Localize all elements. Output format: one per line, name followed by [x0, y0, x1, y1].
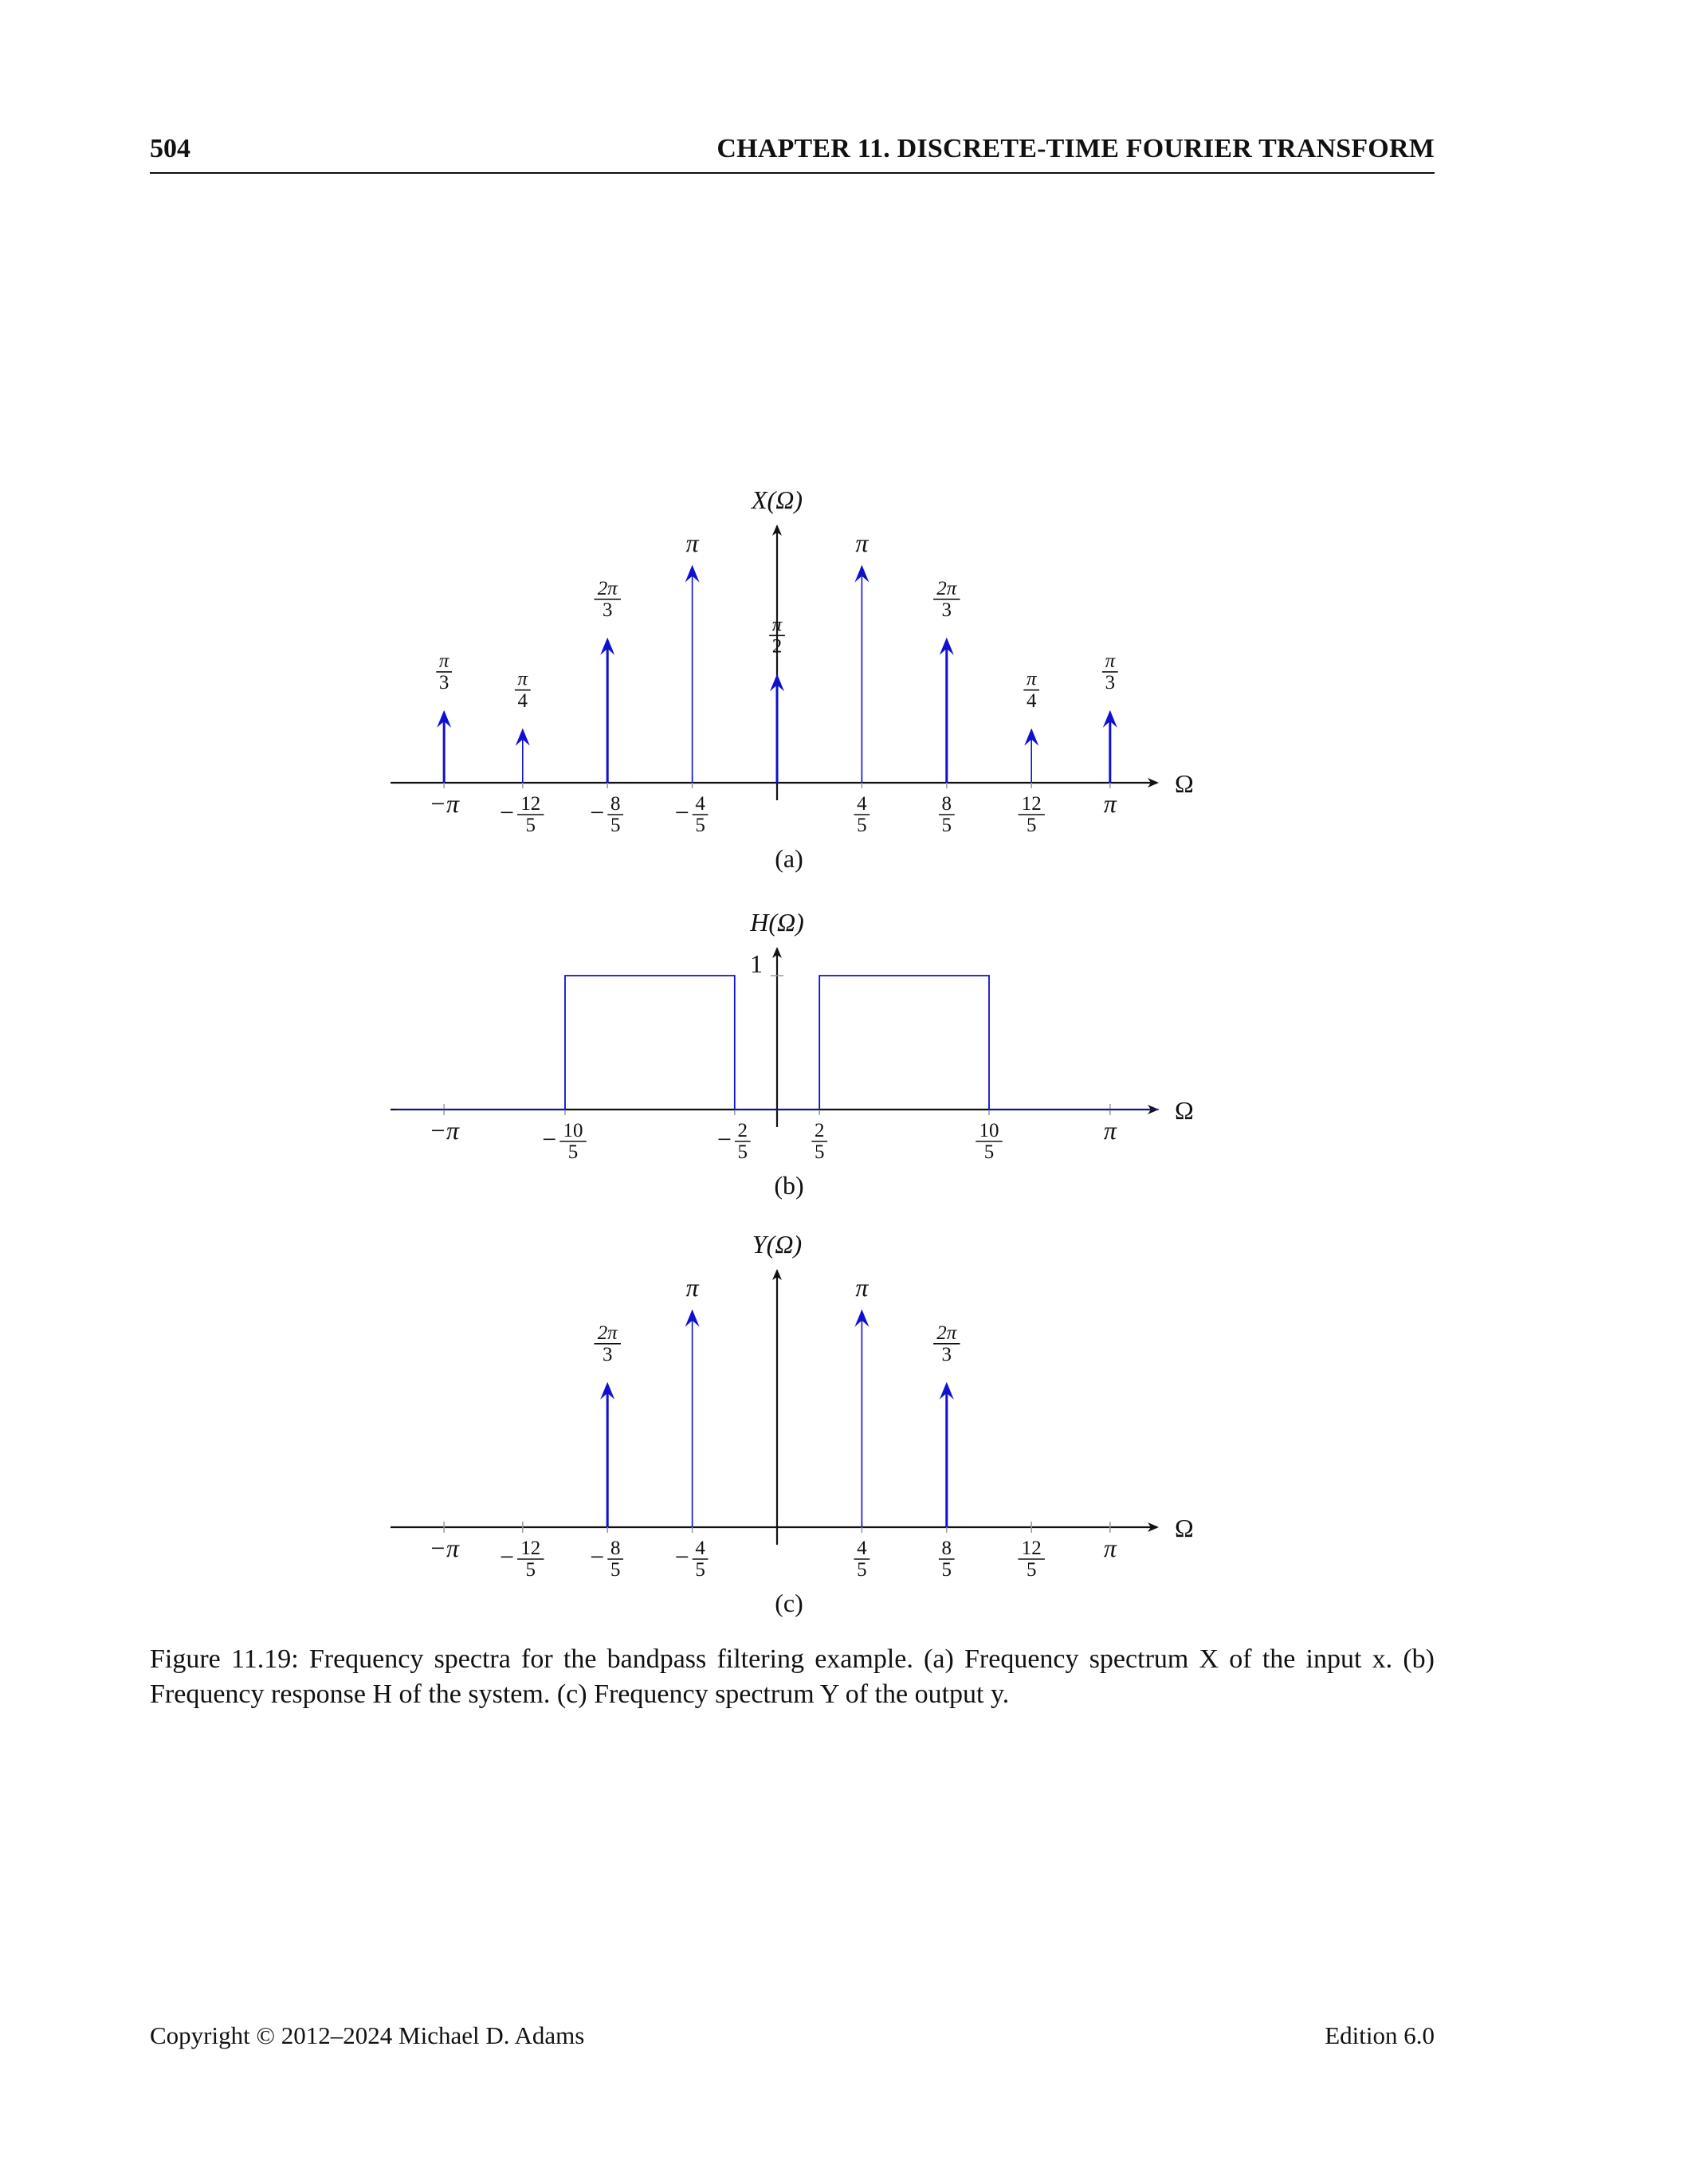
impulse-weight-label-p0-4-denominator: 2 [771, 635, 783, 658]
x-tick-label-p1-5-text: π [1103, 1116, 1117, 1145]
x-tick-label-p2-1 [500, 1538, 544, 1581]
impulse-weight-label-p2-0 [594, 1322, 620, 1365]
x-tick-label-p0-3-denominator: 5 [695, 815, 705, 837]
impulse-weight-label-p2-3-numerator: 2π [936, 1322, 957, 1344]
impulse-weight-label-p0-4 [769, 614, 785, 657]
x-tick-label-p1-1-minus: − [542, 1125, 557, 1153]
impulse-weight-label-p0-7-numerator: π [1026, 668, 1037, 690]
impulse-weight-label-p0-2-denominator: 3 [602, 599, 613, 622]
impulse-weight-label-p2-3 [933, 1322, 960, 1365]
x-tick-label-p0-1-numerator: 12 [520, 793, 541, 815]
x-tick-label-p1-0-text: −π [429, 1116, 459, 1145]
x-tick-label-p0-6-denominator: 5 [1026, 815, 1037, 837]
impulse-weight-label-p2-2-text: π [855, 1272, 869, 1302]
x-tick-label-p2-0-text: −π [429, 1534, 459, 1563]
x-axis-symbol-p2: Ω [1175, 1514, 1194, 1542]
impulse-weight-label-p0-6 [933, 578, 960, 621]
page-number: 504 [150, 134, 190, 163]
impulse-weight-label-p0-8-denominator: 3 [1105, 672, 1116, 694]
chapter-title: CHAPTER 11. DISCRETE-TIME FOURIER TRANSFORM [716, 134, 1435, 163]
x-tick-label-p2-3-denominator: 5 [695, 1559, 705, 1581]
x-tick-label-p0-2-minus: − [590, 798, 605, 827]
impulse-weight-label-p0-3 [686, 528, 700, 557]
impulse-weight-label-p0-6-numerator: 2π [936, 577, 957, 599]
x-tick-label-p0-7 [1104, 789, 1117, 818]
x-tick-label-p0-5-denominator: 5 [941, 815, 952, 837]
x-axis-symbol-p1: Ω [1175, 1096, 1194, 1125]
x-tick-label-p1-2-minus: − [716, 1125, 732, 1153]
y-axis-label-p2: Y(Ω) [752, 1230, 803, 1259]
impulse-weight-label-p2-0-denominator: 3 [602, 1344, 613, 1366]
x-tick-label-p0-2 [590, 793, 623, 836]
impulse-weight-label-p0-7-denominator: 4 [1026, 689, 1037, 712]
impulse-weight-label-p0-5-text: π [855, 528, 869, 557]
x-tick-label-p0-3-numerator: 4 [695, 793, 705, 815]
x-tick-label-p1-2-numerator: 2 [737, 1120, 748, 1141]
impulse-weight-label-p0-5 [855, 528, 869, 557]
impulse-weight-label-p0-0 [436, 650, 452, 693]
x-tick-label-p0-3 [675, 793, 709, 836]
x-tick-label-p2-3-minus: − [674, 1542, 689, 1571]
panel-label-p0: (a) [775, 844, 803, 873]
x-tick-label-p0-4-numerator: 4 [857, 793, 867, 815]
impulse-weight-label-p0-7 [1023, 669, 1039, 712]
x-axis-symbol-p0: Ω [1175, 769, 1194, 798]
x-tick-label-p1-3-numerator: 2 [814, 1120, 825, 1141]
impulse-weight-label-p0-0-numerator: π [438, 650, 449, 672]
x-tick-label-p0-1-minus: − [500, 798, 515, 827]
x-tick-label-p0-5 [939, 793, 955, 836]
x-tick-label-p1-3-denominator: 5 [814, 1141, 825, 1164]
x-tick-label-p1-4 [976, 1120, 1002, 1163]
impulse-weight-label-p0-2-numerator: 2π [597, 577, 618, 599]
x-tick-label-p0-0-text: −π [429, 789, 459, 819]
x-tick-label-p2-3-numerator: 4 [695, 1538, 705, 1559]
impulse-weight-label-p0-0-denominator: 3 [438, 672, 449, 694]
x-tick-label-p0-3-minus: − [674, 798, 689, 827]
x-tick-label-p0-2-denominator: 5 [610, 815, 621, 837]
impulse-weight-label-p0-1-numerator: π [517, 668, 528, 690]
x-tick-label-p0-2-numerator: 8 [610, 793, 621, 815]
x-tick-label-p2-4-denominator: 5 [857, 1559, 867, 1581]
x-tick-label-p1-4-denominator: 5 [983, 1141, 995, 1164]
impulse-weight-label-p0-2 [594, 578, 620, 621]
panel-c-spectrum-Y [391, 1230, 1194, 1617]
x-tick-label-p2-2-minus: − [590, 1542, 605, 1571]
impulse-weight-label-p2-3-denominator: 3 [941, 1344, 952, 1366]
impulse-weight-label-p0-8-numerator: π [1105, 650, 1116, 672]
x-tick-label-p0-6 [1018, 793, 1044, 836]
x-tick-label-p2-4-numerator: 4 [857, 1538, 867, 1559]
x-tick-label-p2-1-minus: − [500, 1542, 515, 1571]
x-tick-label-p1-1-denominator: 5 [567, 1141, 579, 1164]
panel-label-p2: (c) [775, 1589, 803, 1617]
x-tick-label-p2-5-numerator: 8 [941, 1538, 952, 1559]
impulse-weight-label-p2-0-numerator: 2π [597, 1322, 618, 1344]
y-axis-label-p1: H(Ω) [750, 908, 804, 937]
copyright-notice: Copyright © 2012–2024 Michael D. Adams [150, 2021, 585, 2049]
impulse-weight-label-p0-8 [1102, 650, 1118, 693]
x-tick-label-p1-1 [542, 1120, 587, 1163]
x-tick-label-p0-5-numerator: 8 [941, 793, 952, 815]
impulse-weight-label-p0-1-denominator: 4 [517, 689, 528, 712]
x-tick-label-p2-1-denominator: 5 [525, 1559, 536, 1581]
x-tick-label-p2-2 [590, 1538, 623, 1581]
x-tick-label-p0-0 [429, 789, 460, 818]
x-tick-label-p2-7-text: π [1103, 1534, 1117, 1563]
x-tick-label-p1-0 [429, 1116, 460, 1145]
x-tick-label-p2-6-numerator: 12 [1021, 1538, 1042, 1559]
x-tick-label-p1-4-numerator: 10 [979, 1120, 999, 1141]
figure-caption: Figure 11.19: Frequency spectra for the bandpass filtering example. (a) Frequency spectrum X of the input x. (b) Frequency response H of the system. (c) Frequency spectrum Y of the output y. [150, 1644, 1435, 1709]
impulse-weight-label-p2-1-text: π [685, 1272, 699, 1302]
x-tick-label-p0-7-text: π [1103, 789, 1117, 819]
impulse-weight-label-p0-1 [515, 669, 531, 712]
impulse-weight-label-p2-1 [686, 1273, 700, 1302]
impulse-weight-label-p0-3-text: π [685, 528, 699, 557]
x-tick-label-p2-1-numerator: 12 [520, 1538, 541, 1559]
x-tick-label-p0-6-numerator: 12 [1021, 793, 1042, 815]
x-tick-label-p2-2-numerator: 8 [610, 1538, 621, 1559]
x-tick-label-p1-2-denominator: 5 [737, 1141, 748, 1164]
x-tick-label-p2-7 [1104, 1534, 1117, 1562]
x-tick-label-p2-2-denominator: 5 [610, 1559, 621, 1581]
x-tick-label-p1-2 [717, 1120, 751, 1163]
panel-label-p1: (b) [774, 1171, 804, 1200]
panel-a-spectrum-X [391, 485, 1194, 873]
edition-label: Edition 6.0 [1325, 2021, 1435, 2049]
impulse-weight-label-p2-2 [855, 1273, 869, 1302]
x-tick-label-p2-3 [675, 1538, 709, 1581]
y-tick-label-p1: 1 [750, 949, 763, 978]
x-tick-label-p2-6-denominator: 5 [1026, 1559, 1037, 1581]
x-tick-label-p2-4 [854, 1538, 870, 1581]
panel-b-frequency-response-H [391, 908, 1194, 1200]
x-tick-label-p1-5 [1104, 1116, 1117, 1145]
x-tick-label-p0-4 [854, 793, 870, 836]
x-tick-label-p0-1 [500, 793, 544, 836]
y-axis-label-p0: X(Ω) [752, 485, 803, 514]
x-tick-label-p2-5 [939, 1538, 955, 1581]
impulse-weight-label-p0-4-numerator: π [771, 614, 783, 636]
x-tick-label-p0-1-denominator: 5 [525, 815, 536, 837]
x-tick-label-p1-1-numerator: 10 [563, 1120, 583, 1141]
impulse-weight-label-p0-6-denominator: 3 [941, 599, 952, 622]
x-tick-label-p1-3 [811, 1120, 827, 1163]
x-tick-label-p2-5-denominator: 5 [941, 1559, 952, 1581]
x-tick-label-p2-0 [429, 1534, 460, 1562]
x-tick-label-p2-6 [1018, 1538, 1044, 1581]
x-tick-label-p0-4-denominator: 5 [857, 815, 867, 837]
